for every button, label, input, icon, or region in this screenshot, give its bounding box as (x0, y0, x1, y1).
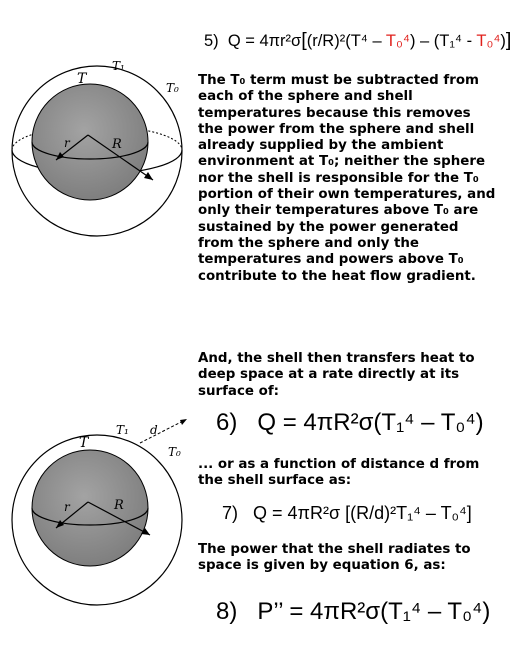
label-d: d (150, 423, 158, 437)
label-T: T (77, 71, 87, 87)
eq7-body: Q = 4πR²σ [(R/d)²T₁⁴ – T₀⁴] (253, 503, 472, 523)
distance-d-arrow (140, 420, 185, 443)
equation-8 (216, 598, 490, 626)
inner-sphere (32, 450, 148, 566)
paragraph-t0-explanation: The T₀ term must be subtracted from each of the sphere and shell temperatures because this removes the power from the sphere and shell already supplied by the ambient environment at T₀; neither the sphere nor the shell is responsible for the T₀ portion of their own temperatures, and only their temperatures above T₀ are sustained by the power generated from the sphere and only the temperatures and powers above T₀ contribute to the heat flow gradient. (198, 73, 496, 284)
eq5-part2: ) – (T₁⁴ - (409, 32, 477, 50)
paragraph-shell-transfer: And, the shell then transfers heat to deep space at a rate directly at its surface of: (198, 351, 475, 399)
paragraph-shell-radiates: The power that the shell radiates to space is given by equation 6, as: (198, 542, 471, 574)
sphere-shell-diagram-top (0, 52, 200, 252)
eq6-body: Q = 4πR²σ(T₁⁴ – T₀⁴) (257, 409, 484, 436)
label-T: T (79, 435, 89, 451)
eq5-part1: (r/R)²(T⁴ – (306, 32, 386, 50)
eq8-number: 8) (216, 598, 238, 625)
equation-5: 5) Q = 4πr²σ[(r/R)²(T⁴ – T₀⁴) – (T₁⁴ - T₀⁴)] (204, 29, 511, 51)
label-T0: T₀ (168, 445, 181, 459)
equation-6 (216, 409, 484, 437)
eq5-red-term-2: T₀⁴ (476, 32, 501, 50)
paragraph-distance: ... or as a function of distance d from the shell surface as: (198, 457, 480, 489)
eq6-number: 6) (216, 409, 238, 436)
eq7-number: 7) (222, 503, 239, 523)
label-T0: T₀ (166, 81, 179, 95)
sphere-shell-diagram-bottom (0, 418, 200, 618)
label-r: r (64, 136, 70, 150)
label-T1: T₁ (112, 59, 125, 73)
eq5-red-term-1: T₀⁴ (385, 32, 410, 50)
equation-7 (222, 503, 472, 524)
inner-sphere (32, 84, 148, 200)
eq5-prefix: Q = 4πr²σ (227, 32, 302, 50)
label-R: R (114, 498, 124, 513)
eq8-body: P’’ = 4πR²σ(T₁⁴ – T₀⁴) (257, 598, 491, 625)
eq5-part3: ) (500, 32, 506, 50)
eq5-number: 5) (204, 32, 219, 50)
label-r: r (64, 500, 70, 514)
label-R: R (112, 137, 122, 152)
label-T1: T₁ (116, 423, 129, 437)
